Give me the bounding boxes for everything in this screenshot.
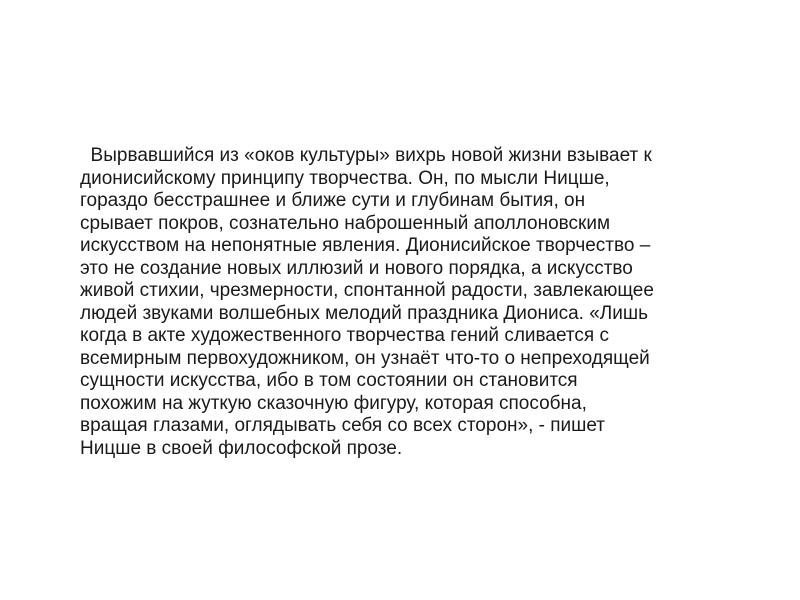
paragraph-line-9: когда в акте художественного творчества гений сливается с (80, 325, 609, 346)
paragraph-line-6: это не создание новых иллюзий и нового порядка, а искусство (80, 257, 633, 279)
paragraph-line-4: срывает покров, сознательно наброшенный аполлоновским (80, 212, 611, 234)
paragraph-line-11: сущности искусства, ибо в том состоянии он становится (80, 370, 578, 391)
paragraph-line-10: всемирным первохудожником, он узнаёт что-то о непреходящей (80, 347, 650, 369)
paragraph-line-7: живой стихии, чрезмерности, спонтанной радости, завлекающее (80, 280, 654, 301)
paragraph-line-13: вращая глазами, оглядывать себя со всех сторон», - пишет (80, 415, 606, 436)
paragraph-line-14: Ницше в своей философской прозе. (80, 437, 403, 459)
paragraph-line-2: дионисийскому принципу творчества. Он, по мысли Ницше, (80, 167, 610, 189)
paragraph-line-1: Вырвавшийся из «оков культуры» вихрь новой жизни взывает к (80, 145, 652, 166)
paragraph-line-8: людей звуками волшебных мелодий праздника Диониса. «Лишь (80, 302, 649, 324)
paragraph-line-12: похожим на жуткую сказочную фигуру, которая способна, (80, 392, 587, 414)
paragraph-line-3: гораздо бесстрашнее и ближе сути и глубинам бытия, он (80, 190, 586, 211)
paragraph-line-5: искусством на непонятные явления. Дионисийское творчество – (80, 235, 651, 256)
body-paragraph (80, 145, 770, 460)
